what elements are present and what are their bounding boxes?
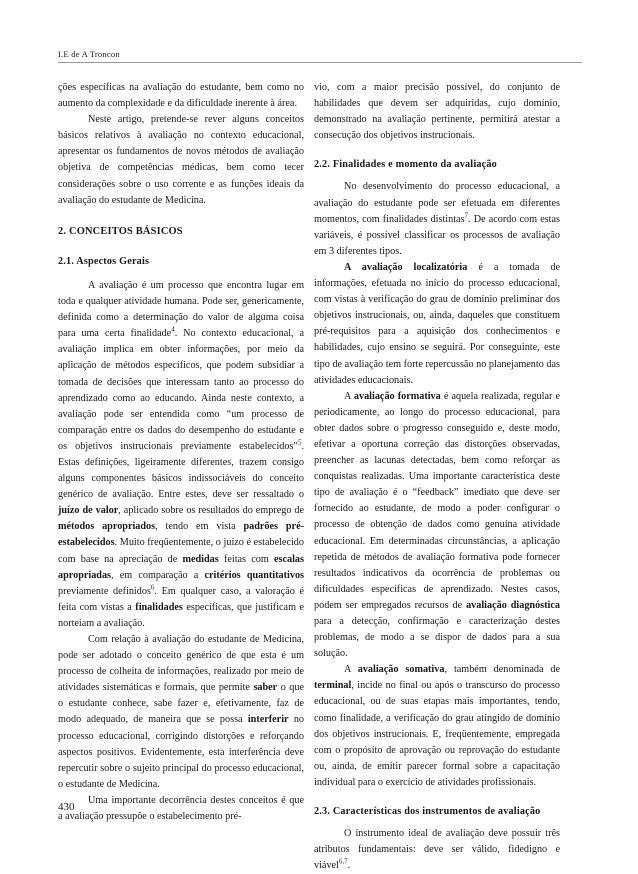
text-run: . No contexto educacional, a avaliação implica em obter informações, por meio da aplicação de métodos específicos, que podem subsidiar a tomada de decisões que interessam tanto ao processo do aprendizado como ao educando. Ainda neste contexto, a avaliação pode ser entendida como “um processo de comparação entre os dados do desempenho do estudante e os objetivos instrucionais previamente estabelecidos”: [58, 328, 304, 452]
text-run: feitas com: [218, 553, 274, 565]
text-run: é a tomada de informações, efetuada no início do processo educacional, com vistas à verificação do grau de domínio preliminar dos objetivos instrucionais, ou, ainda, daqueles que constituem pré-requisitos para a aquisição dos conhecimentos e habilidades, cujo ensino se seguirá. Por conseguinte, este tipo de avaliação tem forte repercussão no planejamento das atividades educacionais.: [314, 261, 560, 386]
bold-term: juízo de valor: [58, 505, 119, 517]
paragraph: [314, 260, 560, 389]
bold-term: avaliação somativa: [357, 664, 445, 676]
header-rule: [58, 62, 582, 63]
subsection-title: 2.2. Finalidades e momento da avaliação: [314, 159, 497, 171]
running-head: I.E de A Troncon: [58, 49, 120, 59]
citation: 6: [150, 583, 155, 592]
paragraph: Uma importante decorrência destes conceitos é que a avaliação pressupõe o estabelecimento pré-: [58, 794, 304, 823]
bold-term: avaliação formativa: [353, 390, 441, 402]
text-run: no processo educacional, corrigindo distorções e reforçando aspectos positivos. Evidentemente, esta interferência deve repercutir sobre o sujeito principal do processo educacional, o estudante de Medicina.: [58, 714, 305, 790]
text-run: . De acordo com estas variáveis, é possível classificar os processos de avaliação em 3 diferentes tipos.: [314, 213, 560, 257]
bold-term: A avaliação localizatória: [344, 261, 468, 273]
bold-term: padrões pré-estabelecidos: [58, 521, 304, 549]
citation: 7: [464, 211, 469, 220]
paragraph: [314, 826, 560, 874]
paragraph: [58, 278, 304, 632]
text-run: A: [344, 664, 358, 676]
text-run: é aquela realizada, regular e periodicamente, ao longo do processo educacional, para obter dados sobre o progresso conseguido e, deste modo, efetivar a oportuna correção das distorções observadas, preencher as lacunas detectadas, bem como reforçar as conquistas realizadas. Uma importante característica deste tipo de avaliação é o “feedback” imediato que deve ser fornecido ao estudante, de modo a poder configurar o processo de obtenção de dados como genuína atividade educacional. Em determinadas circunstâncias, a aplicação repetida de métodos de avaliação formativa pode fornecer resultados indicativos da ocorrência de problemas ou dificuldades específicas de aprendizado. Nestes casos, podem ser empregados recursos de: [314, 390, 560, 611]
paragraph: Neste artigo, pretende-se rever alguns conceitos básicos relativos à avaliação no contexto educacional, apresentar os fundamentos de novos métodos de avaliação objetiva de competências médicas, bem como tecer considerações sobre o uso corrente e as funções ideais da avaliação do estudante de Medicina.: [58, 114, 304, 206]
paragraph: [314, 179, 560, 259]
bold-term: interferir: [247, 714, 289, 726]
text-run: . Estas definições, ligeiramente diferentes, trazem consigo alguns componentes básicos indissociáveis do conceito genérico de avaliação. Entre estes, deve ser ressaltado o: [58, 440, 304, 501]
citation: 4: [171, 325, 175, 334]
text-run: A: [344, 390, 354, 402]
bold-term: escalas apropriadas: [58, 553, 304, 581]
text-run: para a detecção, confirmação e caracterização destes problemas, de modo a se dispor de dados para a sua solução.: [314, 616, 560, 660]
text-run: , também denominada de: [444, 664, 561, 676]
text-run: . Em qualquer caso, a valoração é feita com vistas a: [58, 585, 304, 613]
paragraph: [314, 389, 560, 663]
left-column: [58, 80, 304, 825]
text-run: No desenvolvimento do processo educacional, a avaliação do estudante pode ser efetuada em diferentes momentos, com finalidades distintas: [314, 181, 560, 225]
bold-term: critérios quantitativos: [204, 569, 304, 581]
paragraph: [58, 632, 304, 793]
bold-term: finalidades: [135, 601, 183, 613]
text-run: . Muito freqüentemente, o juízo é estabelecido com base na apreciação de: [58, 537, 304, 565]
paragraph: vio, com a maior precisão possível, do conjunto de habilidades que devem ser adquiridas, cujo domínio, demonstrado na avaliação pertinente, permitirá atestar a consecução dos objetivos instrucionais.: [314, 82, 560, 142]
text-run: A avaliação é um processo que encontra lugar em toda e qualquer atividade humana. Pode ser, genericamente, definida como a determinação do valor de alguma coisa para uma certa finalidade: [58, 279, 304, 340]
paragraph: ções específicas na avaliação do estudante, bem como no aumento da complexidade e da dificuldade inerente à área.: [58, 82, 304, 110]
paragraph: [314, 662, 560, 791]
text-run: , incide no final ou após o transcurso do processo educacional, ou de suas etapas mais importantes, tendo, como finalidade, a verificação do grau atingido de domínio dos objetivos instrucionais. E, freqüentemente, empregada com o propósito de aprovação ou reprovação do estudante ou, ainda, de emitir parecer formal sobre a capacitação individual para o exercício de atividades profissionais.: [314, 680, 560, 788]
text-run: , em comparação a: [111, 569, 205, 581]
bold-term: medidas: [182, 553, 219, 565]
right-column: [314, 80, 560, 874]
text-run: , tendo em vista: [155, 521, 244, 533]
text-run: Com relação à avaliação do estudante de Medicina, pode ser adotado o conceito genérico de que esta é um processo de colheita de informações, realizado por meio de atividades sistemáticas e formais, que permite: [58, 634, 304, 694]
subsection-title: 2.1. Aspectos Gerais: [58, 255, 150, 267]
text-run: O instrumento ideal de avaliação deve possuir três atributos fundamentais: deve ser válido, fidedigno e viável: [314, 828, 560, 872]
bold-term: métodos apropriados: [58, 521, 156, 533]
citation: 5: [297, 438, 302, 447]
section-title: 2. CONCEITOS BÁSICOS: [58, 225, 183, 237]
citation: 6,7: [338, 857, 348, 866]
subsection-title: 2.3. Características dos instrumentos de avaliação: [314, 806, 541, 818]
bold-term: avaliação diagnóstica: [466, 599, 560, 611]
text-run: previamente definidos: [58, 585, 151, 597]
bold-term: saber: [253, 682, 278, 694]
text-run: específicas, que justificam e norteiam a avaliação.: [58, 601, 304, 629]
page-number: 430: [58, 801, 75, 813]
text-run: o que o estudante conhece, sabe fazer e, efetivamente, faz de modo adequado, de maneira que se possa: [58, 682, 304, 726]
text-run: , aplicado sobre os resultados do emprego de: [118, 505, 305, 517]
bold-term: terminal: [314, 680, 352, 692]
text-run: .: [347, 860, 351, 872]
